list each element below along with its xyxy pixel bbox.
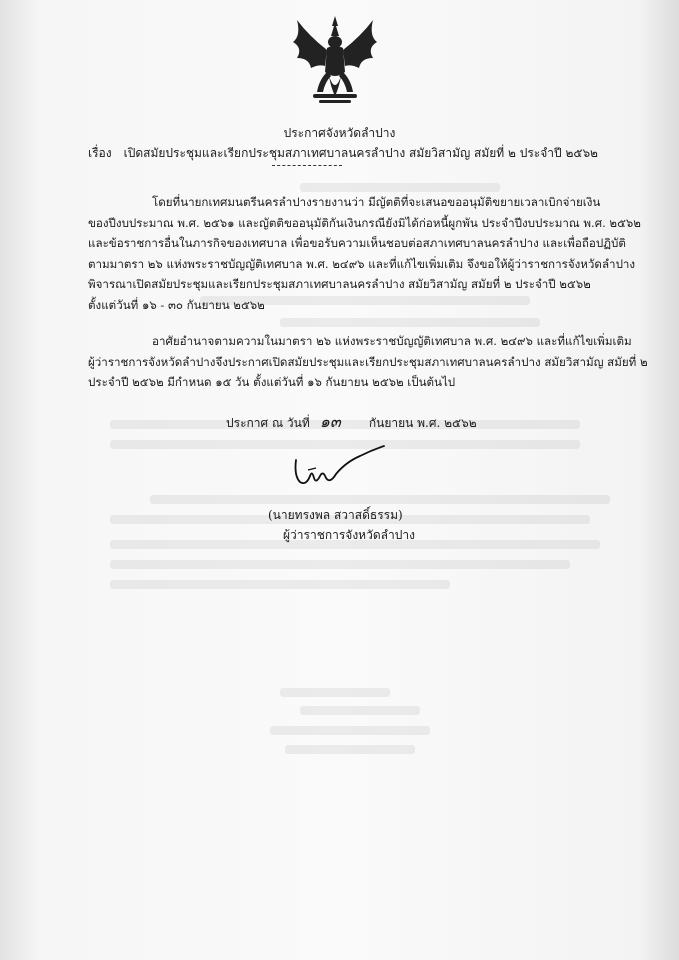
garuda-emblem-icon xyxy=(287,14,383,106)
paragraph-line: ของปีงบประมาณ พ.ศ. ๒๕๖๑ และญัตติขออนุมัติกันเงินกรณียังมิได้ก่อหนี้ผูกพัน ประจำปีงบประมาณ พ.ศ. ๒๕๖๒ xyxy=(88,215,641,230)
paragraph-line: อาศัยอำนาจตามความในมาตรา ๒๖ แห่งพระราชบัญญัติเทศบาล พ.ศ. ๒๔๙๖ และที่แก้ไขเพิ่มเติม xyxy=(152,334,632,348)
signatory-position: ผู้ว่าราชการจังหวัดลำปาง xyxy=(283,528,415,542)
paragraph-2 xyxy=(88,331,648,393)
handwritten-signature xyxy=(290,442,390,492)
given-day: ๑๓ xyxy=(319,412,341,431)
subject-line xyxy=(88,144,648,163)
paragraph-line: ตามมาตรา ๒๖ แห่งพระราชบัญญัติเทศบาล พ.ศ. ๒๔๙๖ และที่แก้ไขเพิ่มเติม จึงขอให้ผู้ว่าราชการจังหวัดลำปาง xyxy=(88,256,636,271)
subject-text: เปิดสมัยประชุมและเรียกประชุมสภาเทศบาลนครลำปาง สมัยวิสามัญ สมัยที่ ๒ ประจำปี ๒๕๖๒ xyxy=(123,146,598,160)
paragraph-line: ผู้ว่าราชการจังหวัดลำปางจึงประกาศเปิดสมัยประชุมและเรียกประชุมสภาเทศบาลนครลำปาง สมัยวิสามัญ สมัยที่ ๒ xyxy=(88,354,648,369)
signatory-name: (นายทรงพล สวาสดิ์ธรรม) xyxy=(268,508,403,522)
subject-label: เรื่อง xyxy=(88,146,112,160)
given-prefix: ประกาศ ณ วันที่ xyxy=(226,416,310,430)
paragraph-line: ประจำปี ๒๕๖๒ มีกำหนด ๑๕ วัน ตั้งแต่วันที่ ๑๖ กันยายน ๒๕๖๒ เป็นต้นไป xyxy=(88,375,456,389)
paragraph-1 xyxy=(88,192,641,315)
paragraph-line: และข้อราชการอื่นในภารกิจของเทศบาล เพื่อขอรับความเห็นชอบต่อสภาเทศบาลนครลำปาง และเพื่อถือปฏิบัติ xyxy=(88,236,626,250)
given-date-line xyxy=(226,410,477,435)
paragraph-line: โดยที่นายกเทศมนตรีนครลำปางรายงานว่า มีญัตติที่จะเสนอขออนุมัติขยายเวลาเบิกจ่ายเงิน xyxy=(152,195,601,209)
paragraph-line: พิจารณาเปิดสมัยประชุมและเรียกประชุมสภาเทศบาลนครลำปาง สมัยวิสามัญ สมัยที่ ๒ ประจำปี ๒๕๖๒ xyxy=(88,277,591,291)
paragraph-line: ตั้งแต่วันที่ ๑๖ - ๓๐ กันยายน ๒๕๖๒ xyxy=(88,297,265,312)
given-month-year: กันยายน พ.ศ. ๒๕๖๒ xyxy=(368,416,477,430)
title-divider xyxy=(272,165,342,166)
announcement-title: ประกาศจังหวัดลำปาง xyxy=(283,126,396,140)
